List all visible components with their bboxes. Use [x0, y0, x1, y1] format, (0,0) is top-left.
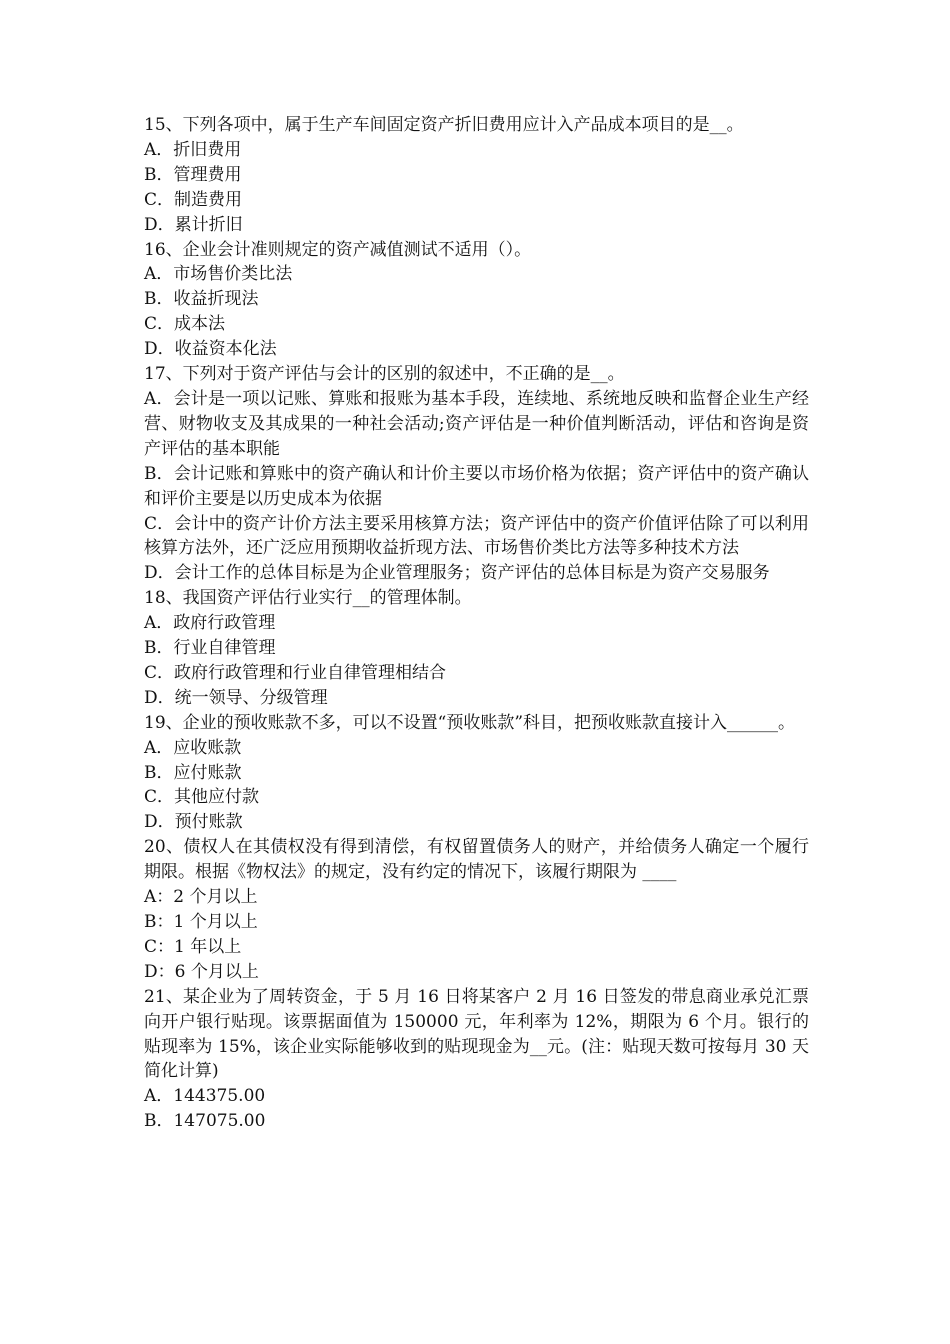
question-15-option-a: A．折旧费用 — [144, 139, 242, 160]
question-17-stem: 17、下列对于资产评估与会计的区别的叙述中，不正确的是__。 — [144, 364, 625, 385]
question-15-option-c: C．制造费用 — [144, 189, 243, 210]
question-20-option-d: D：6 个月以上 — [144, 961, 259, 982]
question-21-option-a: A．144375.00 — [144, 1086, 266, 1107]
question-17-option-b: B．会计记账和算账中的资产确认和计价主要以市场价格为依据；资产评估中的资产确认和评价主要是以历史成本为依据 — [144, 463, 809, 509]
question-19-option-c: C．其他应付款 — [144, 787, 260, 808]
question-18-option-c: C．政府行政管理和行业自律管理相结合 — [144, 662, 447, 683]
question-16-option-b: B．收益折现法 — [144, 289, 259, 310]
question-17-option-a: A．会计是一项以记账、算账和报账为基本手段，连续地、系统地反映和监督企业生产经营、财物收支及其成果的一种社会活动;资产评估是一种价值判断活动，评估和咨询是资产评估的基本职能 — [144, 388, 809, 459]
question-20-stem: 20、债权人在其债权没有得到清偿，有权留置债务人的财产，并给债务人确定一个履行期限。根据《物权法》的规定，没有约定的情况下，该履行期限为 ____ — [144, 837, 809, 883]
question-19-option-d: D．预付账款 — [144, 812, 243, 833]
question-17-option-d: D．会计工作的总体目标是为企业管理服务；资产评估的总体目标是为资产交易服务 — [144, 563, 770, 584]
question-20-option-c: C：1 年以上 — [144, 936, 242, 957]
question-20-option-b: B：1 个月以上 — [144, 912, 258, 932]
question-16-option-c: C．成本法 — [144, 314, 226, 335]
question-18-option-b: B．行业自律管理 — [144, 638, 276, 659]
question-15-stem: 15、下列各项中，属于生产车间固定资产折旧费用应计入产品成本项目的是__。 — [144, 115, 744, 135]
question-19-option-a: A．应收账款 — [144, 737, 242, 758]
question-17-option-c: C．会计中的资产计价方法主要采用核算方法；资产评估中的资产价值评估除了可以利用核算方法外，还广泛应用预期收益折现方法、市场售价类比方法等多种技术方法 — [144, 513, 809, 559]
question-18-stem: 18、我国资产评估行业实行__的管理体制。 — [144, 588, 472, 609]
question-18-option-a: A．政府行政管理 — [144, 613, 276, 634]
question-15-option-d: D．累计折旧 — [144, 214, 243, 235]
document-body — [144, 113, 809, 1134]
question-15-option-b: B．管理费用 — [144, 164, 242, 185]
question-21-stem: 21、某企业为了周转资金，于 5 月 16 日将某客户 2 月 16 日签发的带息商业承兑汇票向开户银行贴现。该票据面值为 150000 元，年利率为 12%，期限为 6 个月。银行的贴现率为 15%，该企业实际能够收到的贴现现金为__元。(注：贴现天数可按每月 30 天简化计算) — [144, 986, 809, 1082]
question-21-option-b: B．147075.00 — [144, 1111, 266, 1132]
question-18-option-d: D．统一领导、分级管理 — [144, 687, 328, 708]
question-16-option-a: A．市场售价类比法 — [144, 264, 293, 285]
question-19-stem: 19、企业的预收账款不多，可以不设置“预收账款”科目，把预收账款直接计入______。 — [144, 712, 796, 733]
question-20-option-a: A：2 个月以上 — [144, 887, 258, 908]
question-16-option-d: D．收益资本化法 — [144, 339, 277, 360]
question-16-stem: 16、企业会计准则规定的资产减值测试不适用（）。 — [144, 239, 532, 260]
question-19-option-b: B．应付账款 — [144, 762, 242, 783]
